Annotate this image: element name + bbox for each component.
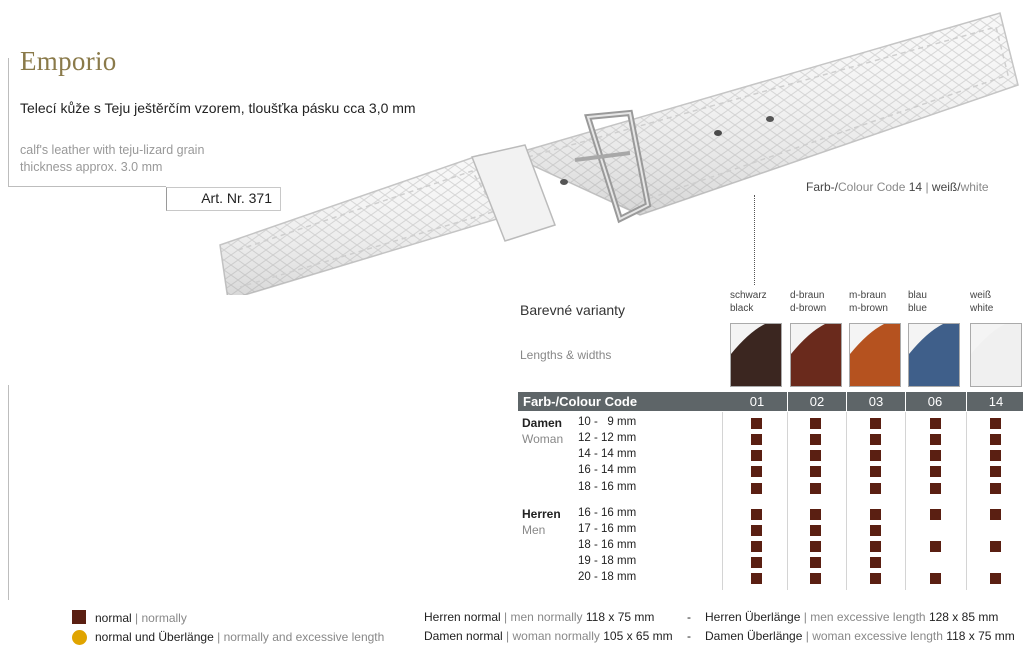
availability-mark xyxy=(810,525,821,536)
availability-mark xyxy=(930,450,941,461)
reference-dotted-line xyxy=(754,195,755,285)
length-dash: - xyxy=(687,629,691,643)
herren-excess-length: Herren Überlänge | men excessive length 128 x 85 mm xyxy=(705,610,999,624)
swatch-label-black: schwarz black xyxy=(730,290,767,314)
availability-mark xyxy=(810,541,821,552)
size-row: 14 - 14 mm xyxy=(578,448,637,460)
herren-normal-length: Herren normal | men normally 118 x 75 mm xyxy=(424,610,655,624)
size-row: 16 - 14 mm xyxy=(578,464,637,476)
size-row: 10 - 9 mm xyxy=(578,416,637,428)
variants-heading: Barevné varianty xyxy=(520,302,626,318)
length-dash: - xyxy=(687,610,691,624)
availability-mark xyxy=(751,541,762,552)
availability-mark xyxy=(870,450,881,461)
code-02: 02 xyxy=(809,394,825,409)
article-number: Art. Nr. 371 xyxy=(166,187,281,211)
availability-mark xyxy=(751,573,762,584)
legend-normal: normal | normally xyxy=(95,611,187,625)
legend-excess: normal und Überlänge | normally and excessive length xyxy=(95,630,385,644)
availability-mark xyxy=(870,557,881,568)
legend-square-marker xyxy=(72,610,86,624)
header-divider xyxy=(905,392,906,411)
swatch-label-white: weiß white xyxy=(970,290,994,314)
swatch-m-brown xyxy=(849,323,901,387)
availability-mark xyxy=(751,466,762,477)
header-divider xyxy=(787,392,788,411)
availability-mark xyxy=(751,434,762,445)
availability-mark xyxy=(810,509,821,520)
header-divider xyxy=(846,392,847,411)
availability-mark xyxy=(990,509,1001,520)
availability-mark xyxy=(930,483,941,494)
size-row: 19 - 18 mm xyxy=(578,555,637,567)
header-divider xyxy=(966,392,967,411)
size-row: 12 - 12 mm xyxy=(578,432,637,444)
availability-mark xyxy=(930,509,941,520)
column-divider xyxy=(787,412,788,590)
strap-image xyxy=(210,5,1025,295)
availability-mark xyxy=(810,466,821,477)
description-cz: Telecí kůže s Teju ještěrčím vzorem, tloušťka pásku cca 3,0 mm xyxy=(20,100,416,116)
column-divider xyxy=(722,412,723,590)
group-label-damen: Damen xyxy=(522,416,563,430)
frame-line xyxy=(8,385,9,600)
availability-mark xyxy=(810,434,821,445)
code-14: 14 xyxy=(988,394,1004,409)
availability-mark xyxy=(870,418,881,429)
availability-mark xyxy=(930,466,941,477)
code-03: 03 xyxy=(868,394,884,409)
availability-mark xyxy=(810,418,821,429)
colour-code-header: Farb-/Colour Code xyxy=(523,394,638,409)
availability-mark xyxy=(870,541,881,552)
swatch-d-brown xyxy=(790,323,842,387)
description-en-thickness: thickness approx. 3.0 mm xyxy=(20,160,163,174)
damen-excess-length: Damen Überlänge | woman excessive length 118 x 75 mm xyxy=(705,629,1015,643)
availability-mark xyxy=(810,573,821,584)
availability-mark xyxy=(870,483,881,494)
swatch-black xyxy=(730,323,782,387)
availability-mark xyxy=(870,466,881,477)
availability-mark xyxy=(990,483,1001,494)
size-row: 18 - 16 mm xyxy=(578,539,637,551)
description-en-material: calf's leather with teju-lizard grain xyxy=(20,143,205,157)
swatch-label-d-brown: d-braun d-brown xyxy=(790,290,827,314)
availability-mark xyxy=(990,541,1001,552)
code-06: 06 xyxy=(927,394,943,409)
size-row: 17 - 16 mm xyxy=(578,523,637,535)
swatch-blue xyxy=(908,323,960,387)
availability-mark xyxy=(810,557,821,568)
size-row: 16 - 16 mm xyxy=(578,507,637,519)
availability-mark xyxy=(930,418,941,429)
damen-normal-length: Damen normal | woman normally 105 x 65 mm xyxy=(424,629,673,643)
availability-mark xyxy=(870,509,881,520)
availability-mark xyxy=(751,557,762,568)
swatch-label-blue: blau blue xyxy=(908,290,927,314)
group-label-herren: Herren xyxy=(522,507,561,521)
brand-title: Emporio xyxy=(20,46,117,76)
size-row: 20 - 18 mm xyxy=(578,571,637,583)
availability-mark xyxy=(751,418,762,429)
colour-code-reference: Farb-/Colour Code 14 | weiß/white xyxy=(806,180,989,194)
availability-mark xyxy=(930,573,941,584)
legend-dot-marker xyxy=(72,630,87,645)
availability-mark xyxy=(870,573,881,584)
frame-line xyxy=(8,186,166,187)
group-label-men: Men xyxy=(522,523,546,537)
group-label-woman: Woman xyxy=(522,432,564,446)
availability-mark xyxy=(990,418,1001,429)
column-divider xyxy=(905,412,906,590)
frame-line xyxy=(8,58,9,186)
column-divider xyxy=(966,412,967,590)
availability-mark xyxy=(870,525,881,536)
availability-mark xyxy=(751,525,762,536)
availability-mark xyxy=(990,466,1001,477)
column-divider xyxy=(846,412,847,590)
code-01: 01 xyxy=(749,394,765,409)
availability-mark xyxy=(990,434,1001,445)
availability-mark xyxy=(751,450,762,461)
availability-mark xyxy=(930,541,941,552)
availability-mark xyxy=(751,483,762,494)
availability-mark xyxy=(870,434,881,445)
availability-mark xyxy=(751,509,762,520)
availability-mark xyxy=(990,450,1001,461)
lengths-label: Lengths & widths xyxy=(520,348,612,362)
size-row: 18 - 16 mm xyxy=(578,481,637,493)
availability-mark xyxy=(990,573,1001,584)
availability-mark xyxy=(810,450,821,461)
swatch-white xyxy=(970,323,1022,387)
availability-mark xyxy=(930,434,941,445)
availability-mark xyxy=(810,483,821,494)
swatch-label-m-brown: m-braun m-brown xyxy=(849,290,888,314)
